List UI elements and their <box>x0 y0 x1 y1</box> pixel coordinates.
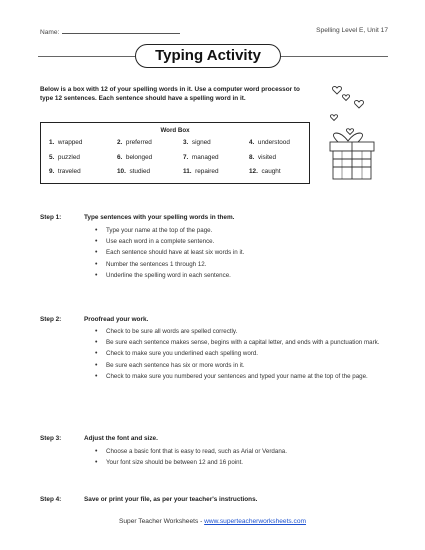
step-2-title: Proofread your work. <box>84 316 149 323</box>
bullet-icon: • <box>95 372 98 380</box>
step-4-title: Save or print your file, as per your teacher's instructions. <box>84 496 258 503</box>
heart-icon <box>354 101 363 108</box>
step-3-title: Adjust the font and size. <box>84 435 158 442</box>
bullet-icon: • <box>95 227 98 234</box>
word-list-item: 3. signed <box>183 139 211 146</box>
bullet-icon: • <box>95 249 98 257</box>
word-box-row <box>49 154 307 169</box>
word-box-grid <box>49 139 307 183</box>
bullet-icon: • <box>95 361 98 369</box>
word-list-item: 6. belonged <box>117 153 153 161</box>
name-field-label: Name: <box>40 27 180 36</box>
word-list-item: 7. managed <box>183 153 219 161</box>
bullet-icon: • <box>95 260 98 268</box>
footer-text: Super Teacher Worksheets - <box>118 518 205 525</box>
word-list-item: 8. visited <box>249 153 277 161</box>
title-rule-right <box>281 56 388 57</box>
list-item: • Your font size should be between 12 and 16 point. <box>95 459 244 467</box>
word-list-item: 9. traveled <box>49 168 81 175</box>
word-list-item: 5. puzzled <box>49 153 80 161</box>
step-4-label: Step 4: <box>40 496 62 503</box>
bullet-icon: • <box>95 448 98 455</box>
step-1-label: Step 1: <box>40 214 62 221</box>
list-item: • Each sentence should have at least six words in it. <box>95 249 245 257</box>
step-3-label: Step 3: <box>40 435 62 442</box>
heart-icon <box>346 129 353 135</box>
step-3-bullet-list <box>95 448 385 467</box>
title-rule-left <box>38 56 135 57</box>
word-box <box>40 122 310 184</box>
step-1-bullet-list <box>95 227 385 280</box>
list-item: • Check to be sure all words are spelled correctly. <box>95 328 238 335</box>
word-list-item: 4. understood <box>249 139 290 146</box>
word-box-row <box>49 139 307 154</box>
step-1-title: Type sentences with your spelling words in them. <box>84 214 235 221</box>
list-item: • Type your name at the top of the page. <box>95 227 213 234</box>
page-title: Typing Activity <box>135 44 281 68</box>
list-item: • Underline the spelling word in each sentence. <box>95 271 231 279</box>
heart-icon <box>342 95 349 101</box>
list-item: • Be sure each sentence has six or more words in it. <box>95 361 245 369</box>
spelling-level-label: Spelling Level E, Unit 17 <box>316 27 388 34</box>
list-item: • Check to make sure you underlined each spelling word. <box>95 350 259 358</box>
word-list-item: 11. repaired <box>183 168 219 175</box>
word-list-item: 1. wrapped <box>49 139 83 146</box>
word-box-row <box>49 168 307 183</box>
list-item: • Check to make sure you numbered your sentences and typed your name at the top of the page. <box>95 372 368 380</box>
footer <box>0 518 425 525</box>
word-list-item: 12. caught <box>249 168 281 175</box>
list-item: • Be sure each sentence makes sense, begins with a capital letter, and ends with a punctuation mark. <box>95 339 380 347</box>
name-blank-line[interactable] <box>62 27 180 34</box>
bullet-icon: • <box>95 459 98 467</box>
list-item: • Number the sentences 1 through 12. <box>95 260 207 268</box>
word-box-title: Word Box <box>160 127 190 134</box>
step-2-bullet-list <box>95 328 385 381</box>
heart-icon <box>332 87 341 94</box>
bullet-icon: • <box>95 350 98 358</box>
footer-link[interactable]: www.superteacherworksheets.com <box>204 518 307 525</box>
word-list-item: 2. preferred <box>117 139 152 146</box>
heart-icon <box>330 115 337 121</box>
bullet-icon: • <box>95 238 98 246</box>
gift-box-icon <box>330 133 374 179</box>
gift-with-hearts-illustration <box>318 76 390 186</box>
word-list-item: 10. studied <box>117 168 151 175</box>
list-item: • Choose a basic font that is easy to read, such as Arial or Verdana. <box>95 448 287 455</box>
intro-text: Below is a box with 12 of your spelling words in it. Use a computer word processor to type 12 sentences. Each sentence should have a spelling word in it. <box>40 86 300 102</box>
step-2-label: Step 2: <box>40 316 62 323</box>
bullet-icon: • <box>95 339 98 347</box>
bullet-icon: • <box>95 328 98 335</box>
bullet-icon: • <box>95 271 98 279</box>
list-item: • Use each word in a complete sentence. <box>95 238 215 246</box>
